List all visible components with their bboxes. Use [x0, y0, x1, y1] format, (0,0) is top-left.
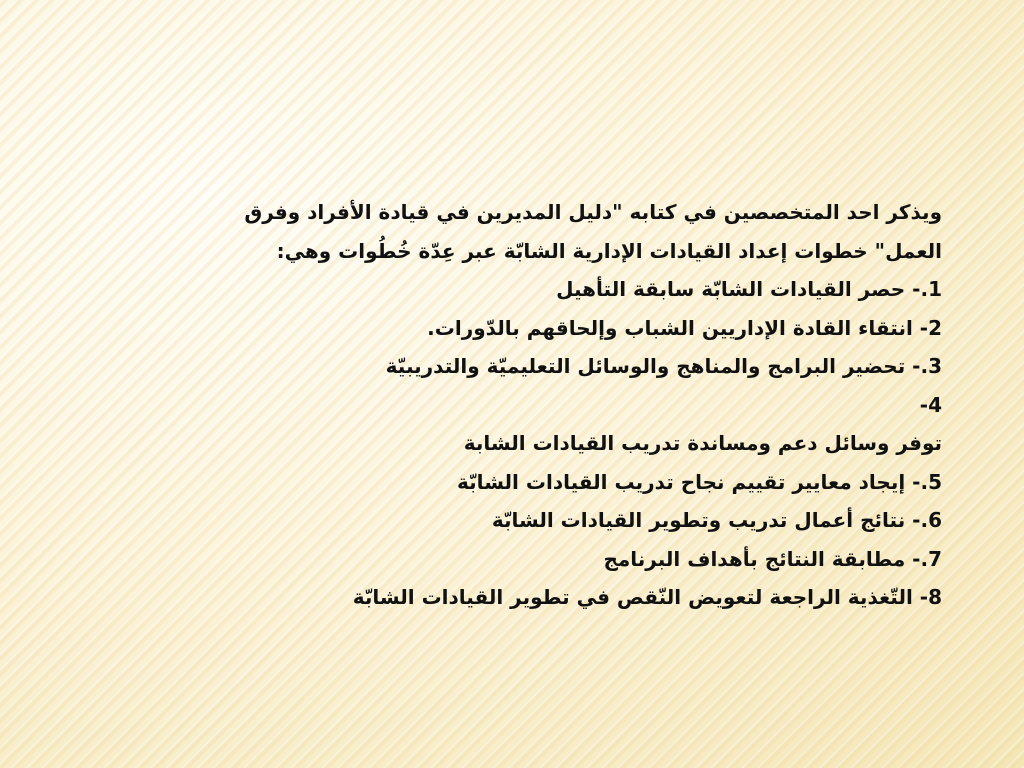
list-item-2: 2- انتقاء القادة الإداريين الشباب وإلحاقهم بالدّورات.: [427, 315, 942, 340]
list-item-5: 5.- إيجاد معايير تقييم نجاح تدريب القيادات الشابّة: [457, 469, 942, 494]
list-item-1: 1.- حصر القيادات الشابّة سابقة التأهيل: [556, 277, 942, 301]
list-item-3: 3.- تحضير البرامج والمناهج والوسائل التعليميّة والتدريبيّة: [385, 354, 942, 378]
list-item-8: 8- التّغذية الراجعة لتعويض النّقص في تطوير القيادات الشابّة: [352, 585, 942, 609]
list-item-4-number: 4-: [919, 392, 942, 417]
list-item-6: 6.- نتائج أعمال تدريب وتطوير القيادات الشابّة: [491, 508, 942, 532]
paragraph-line-1: ويذكر احد المتخصصين في كتابه "دليل المديرين في قيادة الأفراد وفرق: [244, 200, 942, 224]
paragraph-line-2: العمل" خطوات إعداد القيادات الإدارية الشابّة عبر عِدّة خُطُوات وهي:: [276, 238, 942, 263]
list-item-7: 7.- مطابقة النتائج بأهداف البرنامج: [603, 546, 942, 571]
slide-text-block: [160, 193, 942, 617]
list-item-4-text: توفر وسائل دعم ومساندة تدريب القيادات الشابة: [463, 431, 942, 455]
